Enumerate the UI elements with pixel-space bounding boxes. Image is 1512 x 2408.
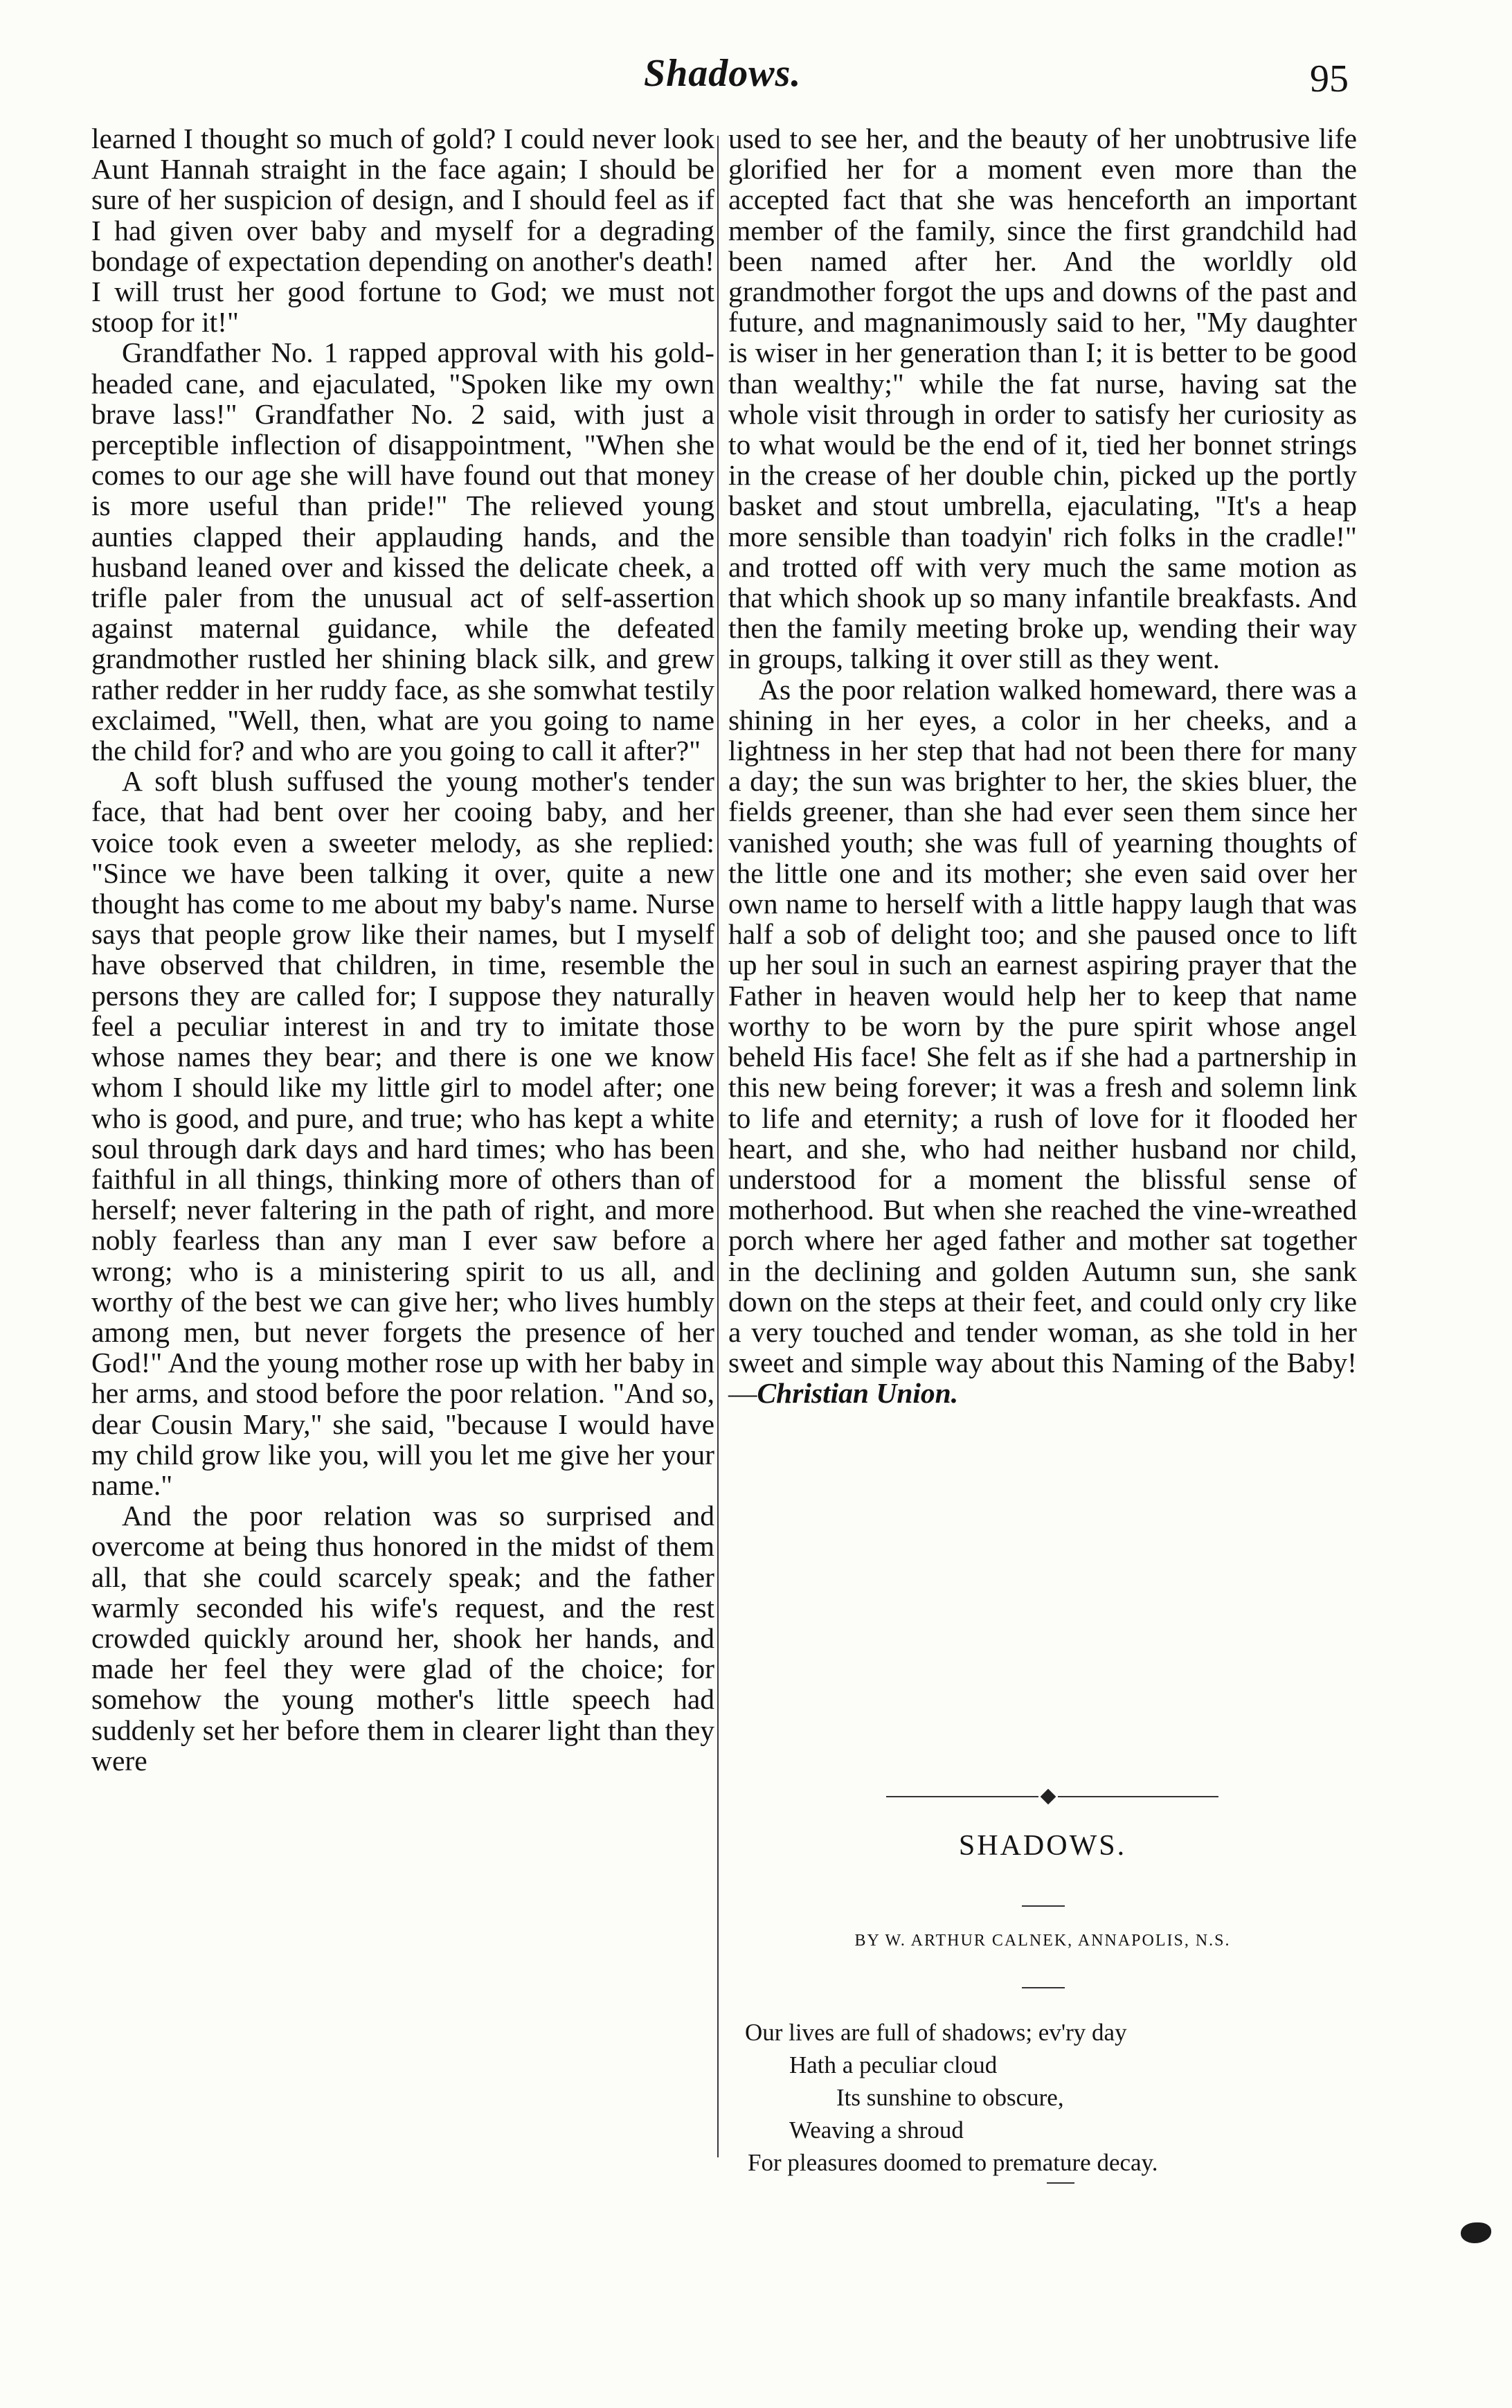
poem-line: Hath a peculiar cloud [789, 2051, 998, 2078]
poem-line: Its sunshine to obscure, [836, 2084, 1064, 2111]
poem-line: For pleasures doomed to premature decay. [748, 2149, 1158, 2176]
closing-paragraph-text: As the poor relation walked homeward, there was a shining in her eyes, a color in her cheeks, and a lightness in her step that had not been there for many a day; the sun was brighter to her, the skies bluer, the fields greener, than she had ever seen them since her vanished youth; she was full of yearning thoughts of the little one and its mother; she even said over her own name to herself with a little happy laugh that was half a sob of delight too; and she paused once to lift up her soul in such an earnest aspiring prayer that the Father in heaven would help her to keep that name worthy to be worn by the pure spirit whose angel beheld His face! She felt as if she had a partnership in this new being forever; it was a fresh and solemn link to life and eternity; a rush of love for it flooded her heart, and she, who had neither husband nor child, understood for a moment the blissful sense of motherhood. But when she reached the vine-wreathed porch where her aged father and mother sat together in the declining and golden Autumn sun, she sank down on the steps at their feet, and could only cry like a very touched and tender woman, as she told in her sweet and simple way about this Naming of the Baby!— [728, 673, 1357, 1410]
article-paragraph [728, 674, 1357, 1409]
title-rule [1022, 1905, 1065, 1907]
article-paragraph: And the poor relation was so surprised and overcome at being thus honored in the midst of them all, that she could scarcely speak; and the father warmly seconded his wife's request, and the rest crowded quickly around her, shook her hands, and made her feel they were glad of the choice; for somehow the young mother's little speech had suddenly set her before them in clearer light than they were [91, 1500, 714, 1777]
left-column [91, 123, 714, 1776]
article-paragraph: Grandfather No. 1 rapped approval with his gold-headed cane, and ejaculated, "Spoken like my own brave lass!" Grandfather No. 2 said, with just a perceptible inflection of disappointment, "When she comes to our age she will have found out that money is more useful than pride!" The relieved young aunties clapped their applauding hands, and the husband leaned over and kissed the delicate cheek, a trifle paler from the unusual act of self-assertion against maternal guidance, while the defeated grandmother rustled her shining black silk, and grew rather redder in her ruddy face, as she somwhat testily exclaimed, "Well, then, what are you going to name the child for? and who are you going to call it after?" [91, 336, 714, 767]
poem-line: Weaving a shroud [789, 2117, 964, 2144]
running-head [0, 42, 1512, 111]
poem-stanza [745, 2016, 1158, 2179]
poem-byline: BY W. ARTHUR CALNEK, ANNAPOLIS, N.S. [854, 1932, 1231, 1950]
poem-title: SHADOWS. [958, 1830, 1127, 1862]
page-number: 95 [1310, 57, 1349, 100]
right-column [728, 123, 1357, 1409]
ornament-line-right [1058, 1796, 1218, 1797]
ornament-diamond [1041, 1789, 1056, 1805]
ink-blot [1461, 2222, 1491, 2243]
ornament-line-left [886, 1796, 1038, 1797]
running-title: Shadows. [644, 52, 802, 95]
source-attribution: Christian Union. [757, 1377, 959, 1410]
byline-rule [1022, 1987, 1065, 1988]
poem-line: Our lives are full of shadows; ev'ry day [745, 2019, 1127, 2046]
section-ornament [886, 1790, 1218, 1803]
end-rule [1047, 2182, 1074, 2184]
article-paragraph: used to see her, and the beauty of her unobtrusive life glorified her for a moment even more than the accepted fact that she was henceforth an important member of the family, since the first grandchild had been named after her. And the worldly old grandmother forgot the ups and downs of the past and future, and magnanimously said to her, "My daughter is wiser in her generation than I; it is better to be good than wealthy;" while the fat nurse, having sat the whole visit through in order to satisfy her curiosity as to what would be the end of it, tied her bonnet strings in the crease of her double chin, picked up the portly basket and stout umbrella, ejaculating, "It's a heap more sensible than toadyin' rich folks in the cradle!" and trotted off with very much the same motion as that which shook up so many infantile breakfasts. And then the family meeting broke up, wending their way in groups, talking it over still as they went. [728, 123, 1357, 675]
article-paragraph: learned I thought so much of gold? I could never look Aunt Hannah straight in the face again; I should be sure of her suspicion of design, and I should feel as if I had given over baby and myself for a degrading bondage of expectation depending on another's death! I will trust her good fortune to God; we must not stoop for it!" [91, 123, 714, 339]
column-divider [717, 136, 719, 2157]
article-paragraph: A soft blush suffused the young mother's tender face, that had bent over her cooing baby, and her voice took even a sweeter melody, as she replied: "Since we have been talking it over, quite a new thought has come to me about my baby's name. Nurse says that people grow like their names, but I myself have observed that children, in time, resemble the persons they are called for; I suppose they naturally feel a peculiar interest in and try to imitate those whose names they bear; and there is one we know whom I should like my little girl to model after; one who is good, and pure, and true; who has kept a white soul through dark days and hard times; who has been faithful in all things, thinking more of others than of herself; never faltering in the path of right, and more nobly fearless than any man I ever saw before a wrong; who is a ministering spirit to us all, and worthy of the best we can give her; who lives humbly among men, but never forgets the presence of her God!" And the young mother rose up with her baby in her arms, and stood before the poor relation. "And so, dear Cousin Mary," she said, "because I would have my child grow like you, will you let me give her your name." [91, 765, 714, 1501]
